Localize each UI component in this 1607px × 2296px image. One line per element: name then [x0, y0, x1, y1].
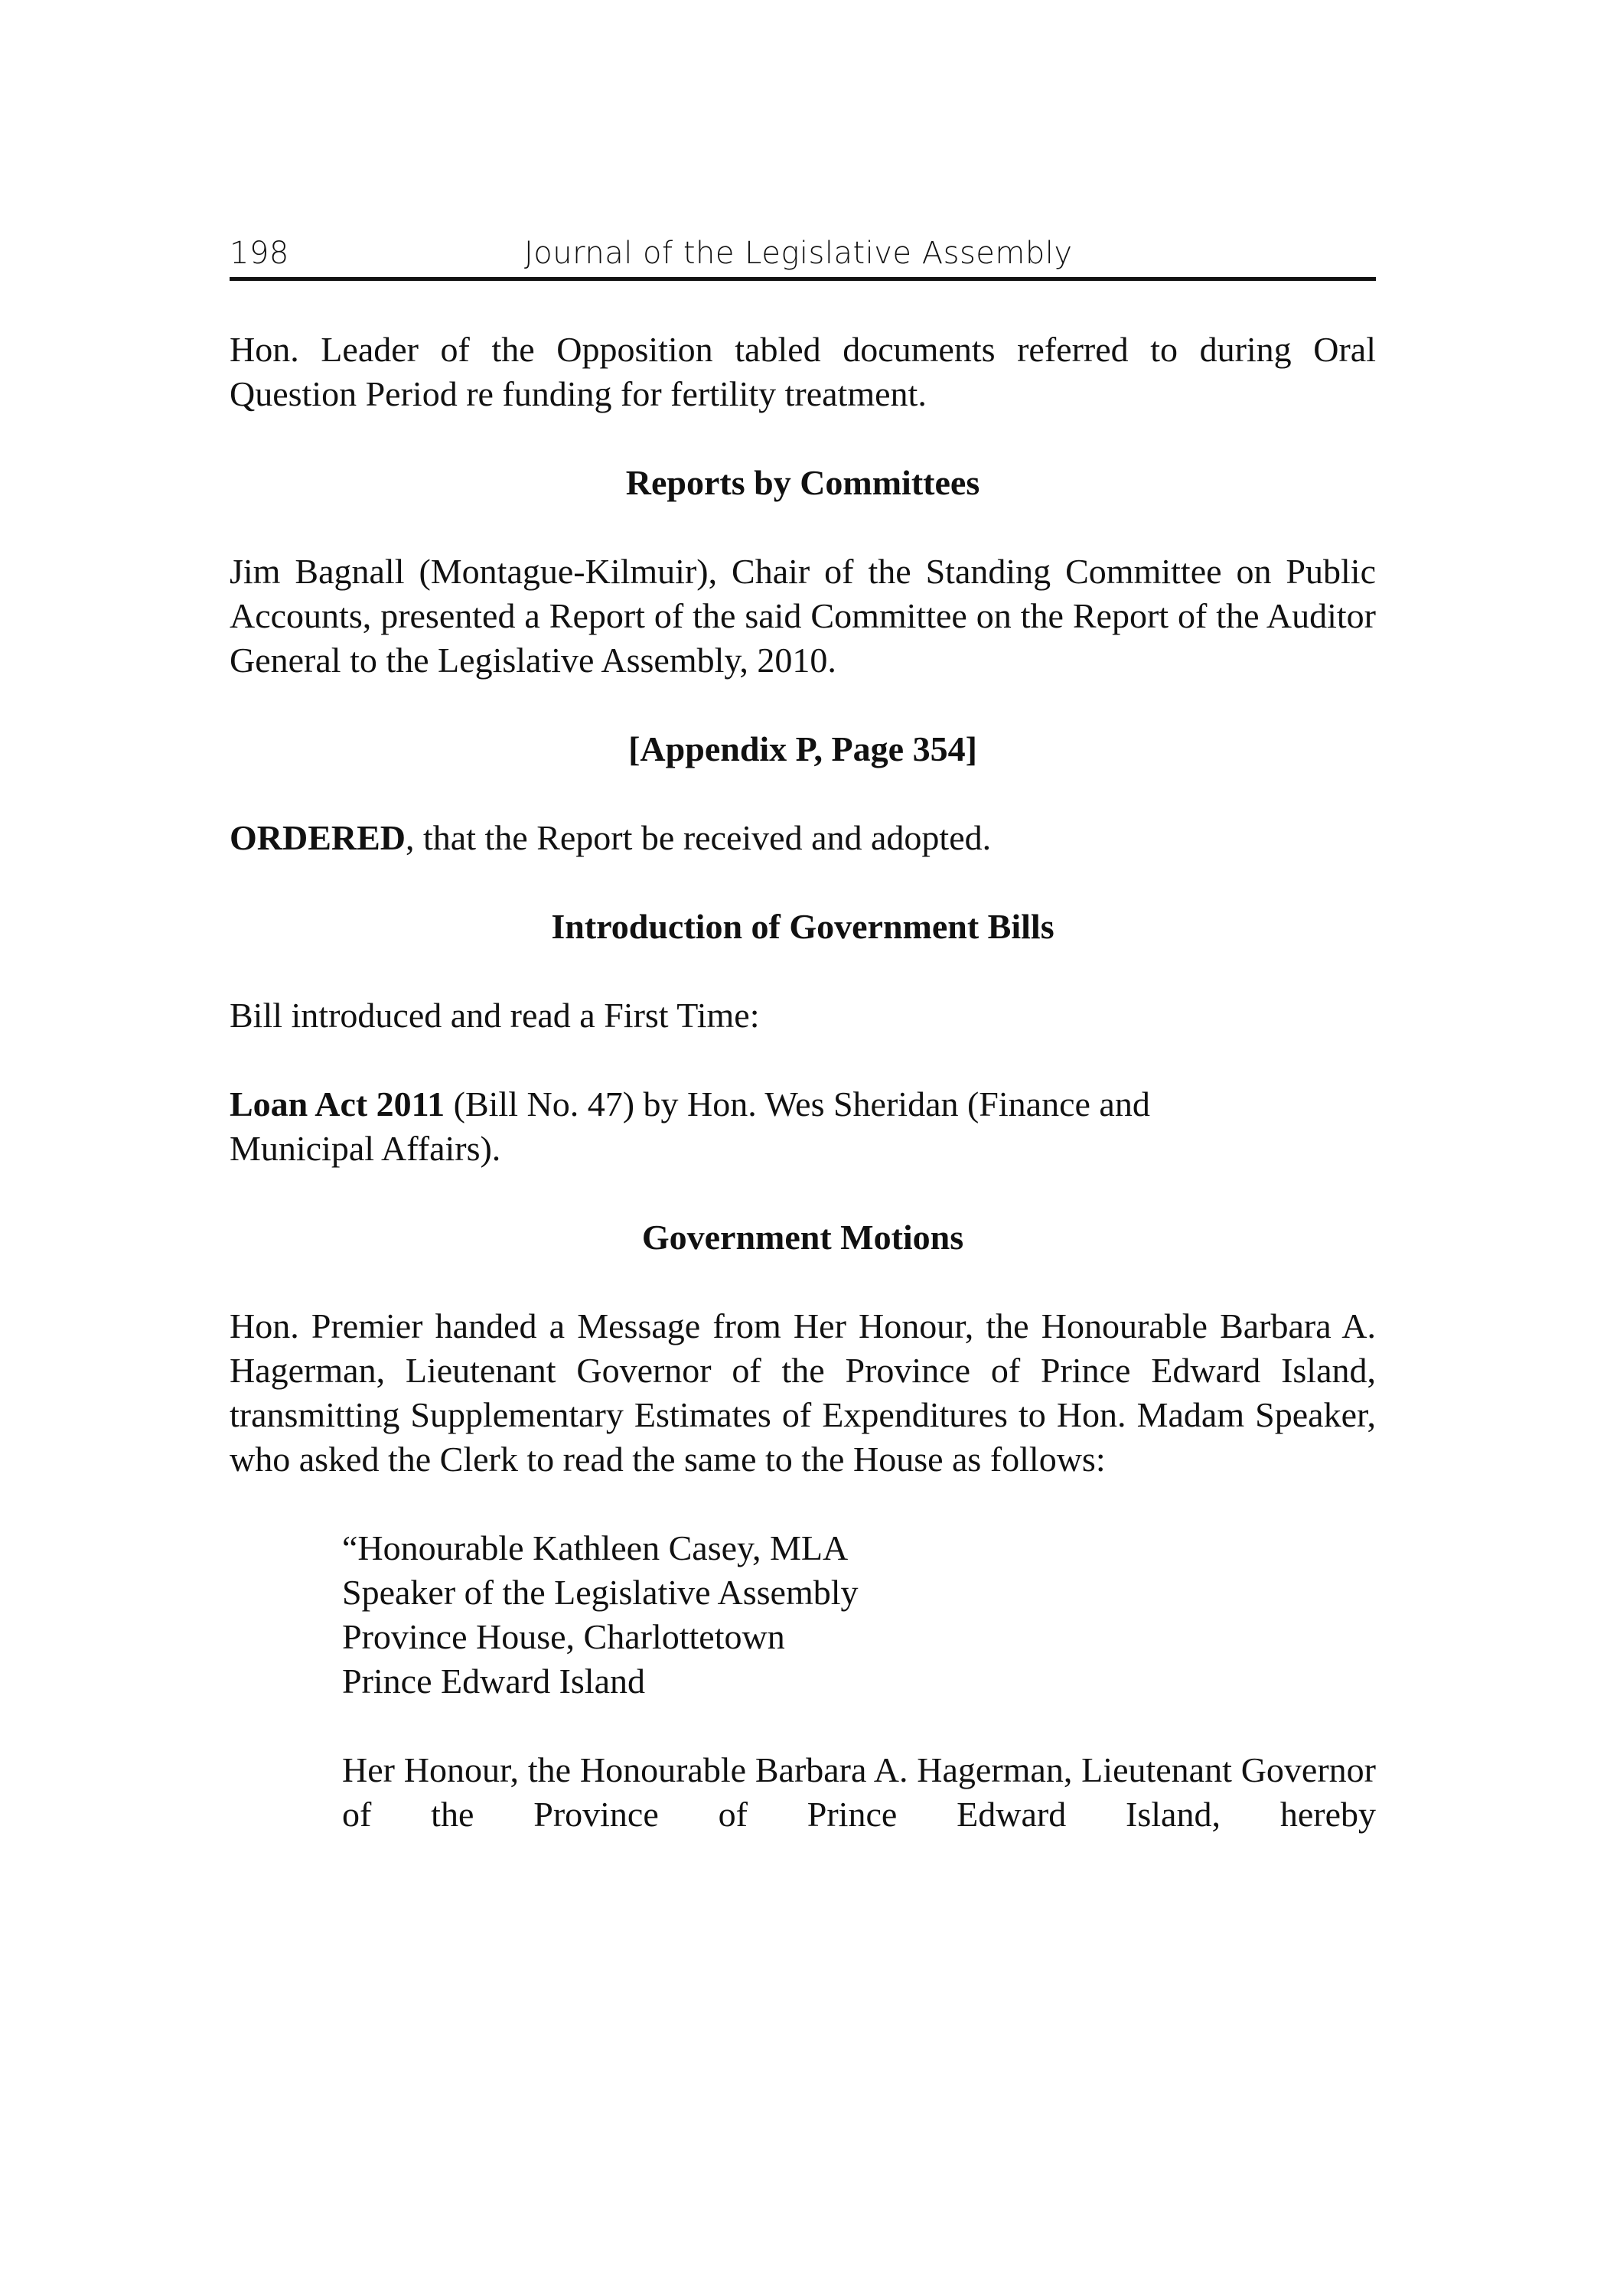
loan-act-details: (Bill No. 47) by Hon. Wes Sheridan (Finance and	[445, 1084, 1150, 1124]
page-body	[230, 328, 1376, 1837]
page-number: 198	[230, 236, 289, 271]
section-heading-government-bills: Introduction of Government Bills	[551, 907, 1054, 946]
opposition-tabling-paragraph: Hon. Leader of the Opposition tabled documents referred to during Oral Question Period re funding for fertility treatment.	[230, 330, 1376, 413]
premier-message-paragraph: Hon. Premier handed a Message from Her Honour, the Honourable Barbara A. Hagerman, Lieutenant Governor of the Province of Prince Edward Island, transmitting Supplementary Estimates of Expenditures to Hon. Madam Speaker, who asked the Clerk to read the same to the House as follows:	[230, 1306, 1376, 1479]
committee-report-paragraph: Jim Bagnall (Montague-Kilmuir), Chair of the Standing Committee on Public Accounts, presented a Report of the said Committee on the Report of the Auditor General to the Legislative Assembly, 2010.	[230, 552, 1376, 680]
section-heading-reports-by-committees: Reports by Committees	[625, 463, 980, 502]
section-heading-government-motions: Government Motions	[641, 1218, 964, 1257]
loan-act-paragraph	[230, 1082, 1376, 1171]
appendix-reference: [Appendix P, Page 354]	[628, 729, 977, 768]
ordered-keyword: ORDERED	[230, 818, 406, 857]
address-line: “Honourable Kathleen Casey, MLA	[342, 1528, 849, 1567]
address-line: Speaker of the Legislative Assembly	[342, 1573, 859, 1612]
message-body-paragraph: Her Honour, the Honourable Barbara A. Hagerman, Lieutenant Governor of the Province of Prince Edward Island, hereby	[342, 1750, 1376, 1834]
journal-title: Journal of the Legislative Assembly	[524, 236, 1073, 271]
address-line: Province House, Charlottetown	[342, 1617, 785, 1656]
loan-act-title: Loan Act 2011	[230, 1084, 445, 1124]
bill-introduced-paragraph: Bill introduced and read a First Time:	[230, 996, 760, 1035]
address-line: Prince Edward Island	[342, 1662, 645, 1701]
loan-act-details-continued: Municipal Affairs).	[230, 1129, 501, 1168]
ordered-paragraph	[230, 816, 1376, 860]
running-header	[230, 230, 1376, 281]
address-block	[342, 1526, 1376, 1704]
ordered-text: , that the Report be received and adopted.	[406, 818, 992, 857]
